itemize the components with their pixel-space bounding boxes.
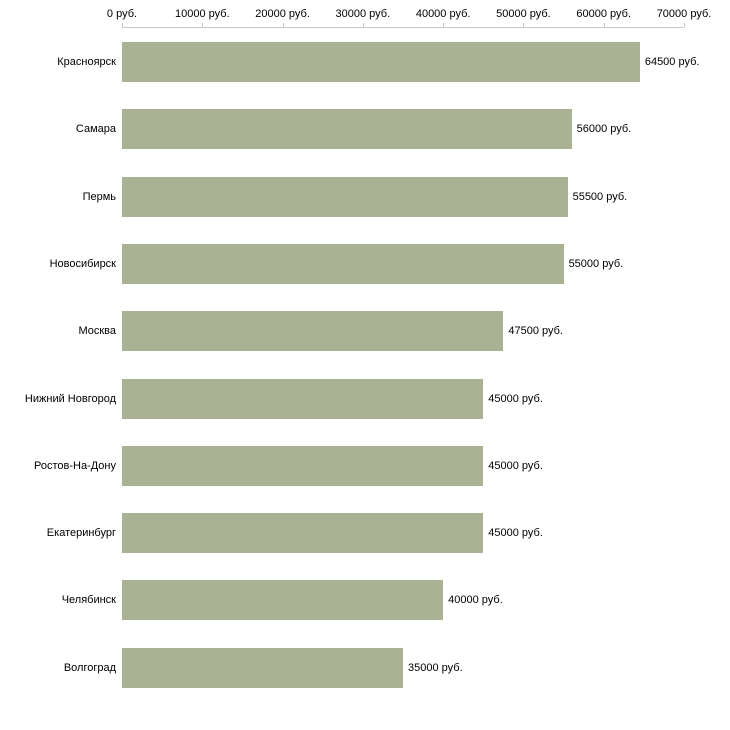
category-label: Самара xyxy=(75,123,116,136)
bar xyxy=(122,648,403,688)
bar-value-label: 64500 руб. xyxy=(644,56,700,68)
category-label: Ростов-На-Дону xyxy=(33,459,116,472)
bar-value-label: 56000 руб. xyxy=(576,123,632,136)
bar xyxy=(122,42,640,82)
bar xyxy=(122,177,568,217)
bar-row xyxy=(33,439,684,493)
category-label: Челябинск xyxy=(61,594,116,607)
bar-row xyxy=(57,35,700,89)
category-label: Волгоград xyxy=(63,661,116,674)
bar xyxy=(122,580,443,620)
bar-row xyxy=(49,237,684,291)
x-tick-label: 30000 руб. xyxy=(335,8,391,20)
x-tick-label: 0 руб. xyxy=(106,8,138,20)
bar-row xyxy=(75,102,684,156)
category-label: Москва xyxy=(78,325,116,338)
bar-value-label: 47500 руб. xyxy=(508,325,563,338)
bar xyxy=(122,109,572,149)
bar-value-label: 55500 руб. xyxy=(572,190,628,203)
bar-row xyxy=(82,170,684,224)
x-tick-label: 60000 руб. xyxy=(576,8,632,20)
x-tick-mark xyxy=(684,23,685,27)
bar-value-label: 55000 руб. xyxy=(568,257,624,270)
bar-value-label: 45000 руб. xyxy=(488,459,543,472)
bar-value-label: 40000 руб. xyxy=(448,594,503,607)
category-label: Нижний Новгород xyxy=(24,392,116,405)
x-tick-label: 50000 руб. xyxy=(496,8,551,20)
bar-row xyxy=(61,573,684,627)
bar xyxy=(122,513,483,553)
bar-row xyxy=(46,506,684,560)
category-label: Екатеринбург xyxy=(46,527,116,540)
bar-value-label: 45000 руб. xyxy=(488,527,543,540)
x-tick-label: 10000 руб. xyxy=(174,8,230,20)
category-label: Красноярск xyxy=(57,56,116,68)
x-tick-label: 70000 руб. xyxy=(656,8,712,20)
plot-area xyxy=(24,27,700,702)
x-tick-label: 40000 руб. xyxy=(415,8,471,20)
category-label: Пермь xyxy=(82,190,116,203)
bar-row xyxy=(78,304,684,358)
category-label: Новосибирск xyxy=(49,257,116,270)
bar xyxy=(122,311,503,351)
bar-value-label: 45000 руб. xyxy=(488,392,543,405)
x-tick-label: 20000 руб. xyxy=(255,8,310,20)
bar xyxy=(122,244,564,284)
bar-row xyxy=(24,372,684,426)
bar-value-label: 35000 руб. xyxy=(408,661,463,674)
bar-row xyxy=(63,641,684,695)
bar xyxy=(122,446,483,486)
bar xyxy=(122,379,483,419)
